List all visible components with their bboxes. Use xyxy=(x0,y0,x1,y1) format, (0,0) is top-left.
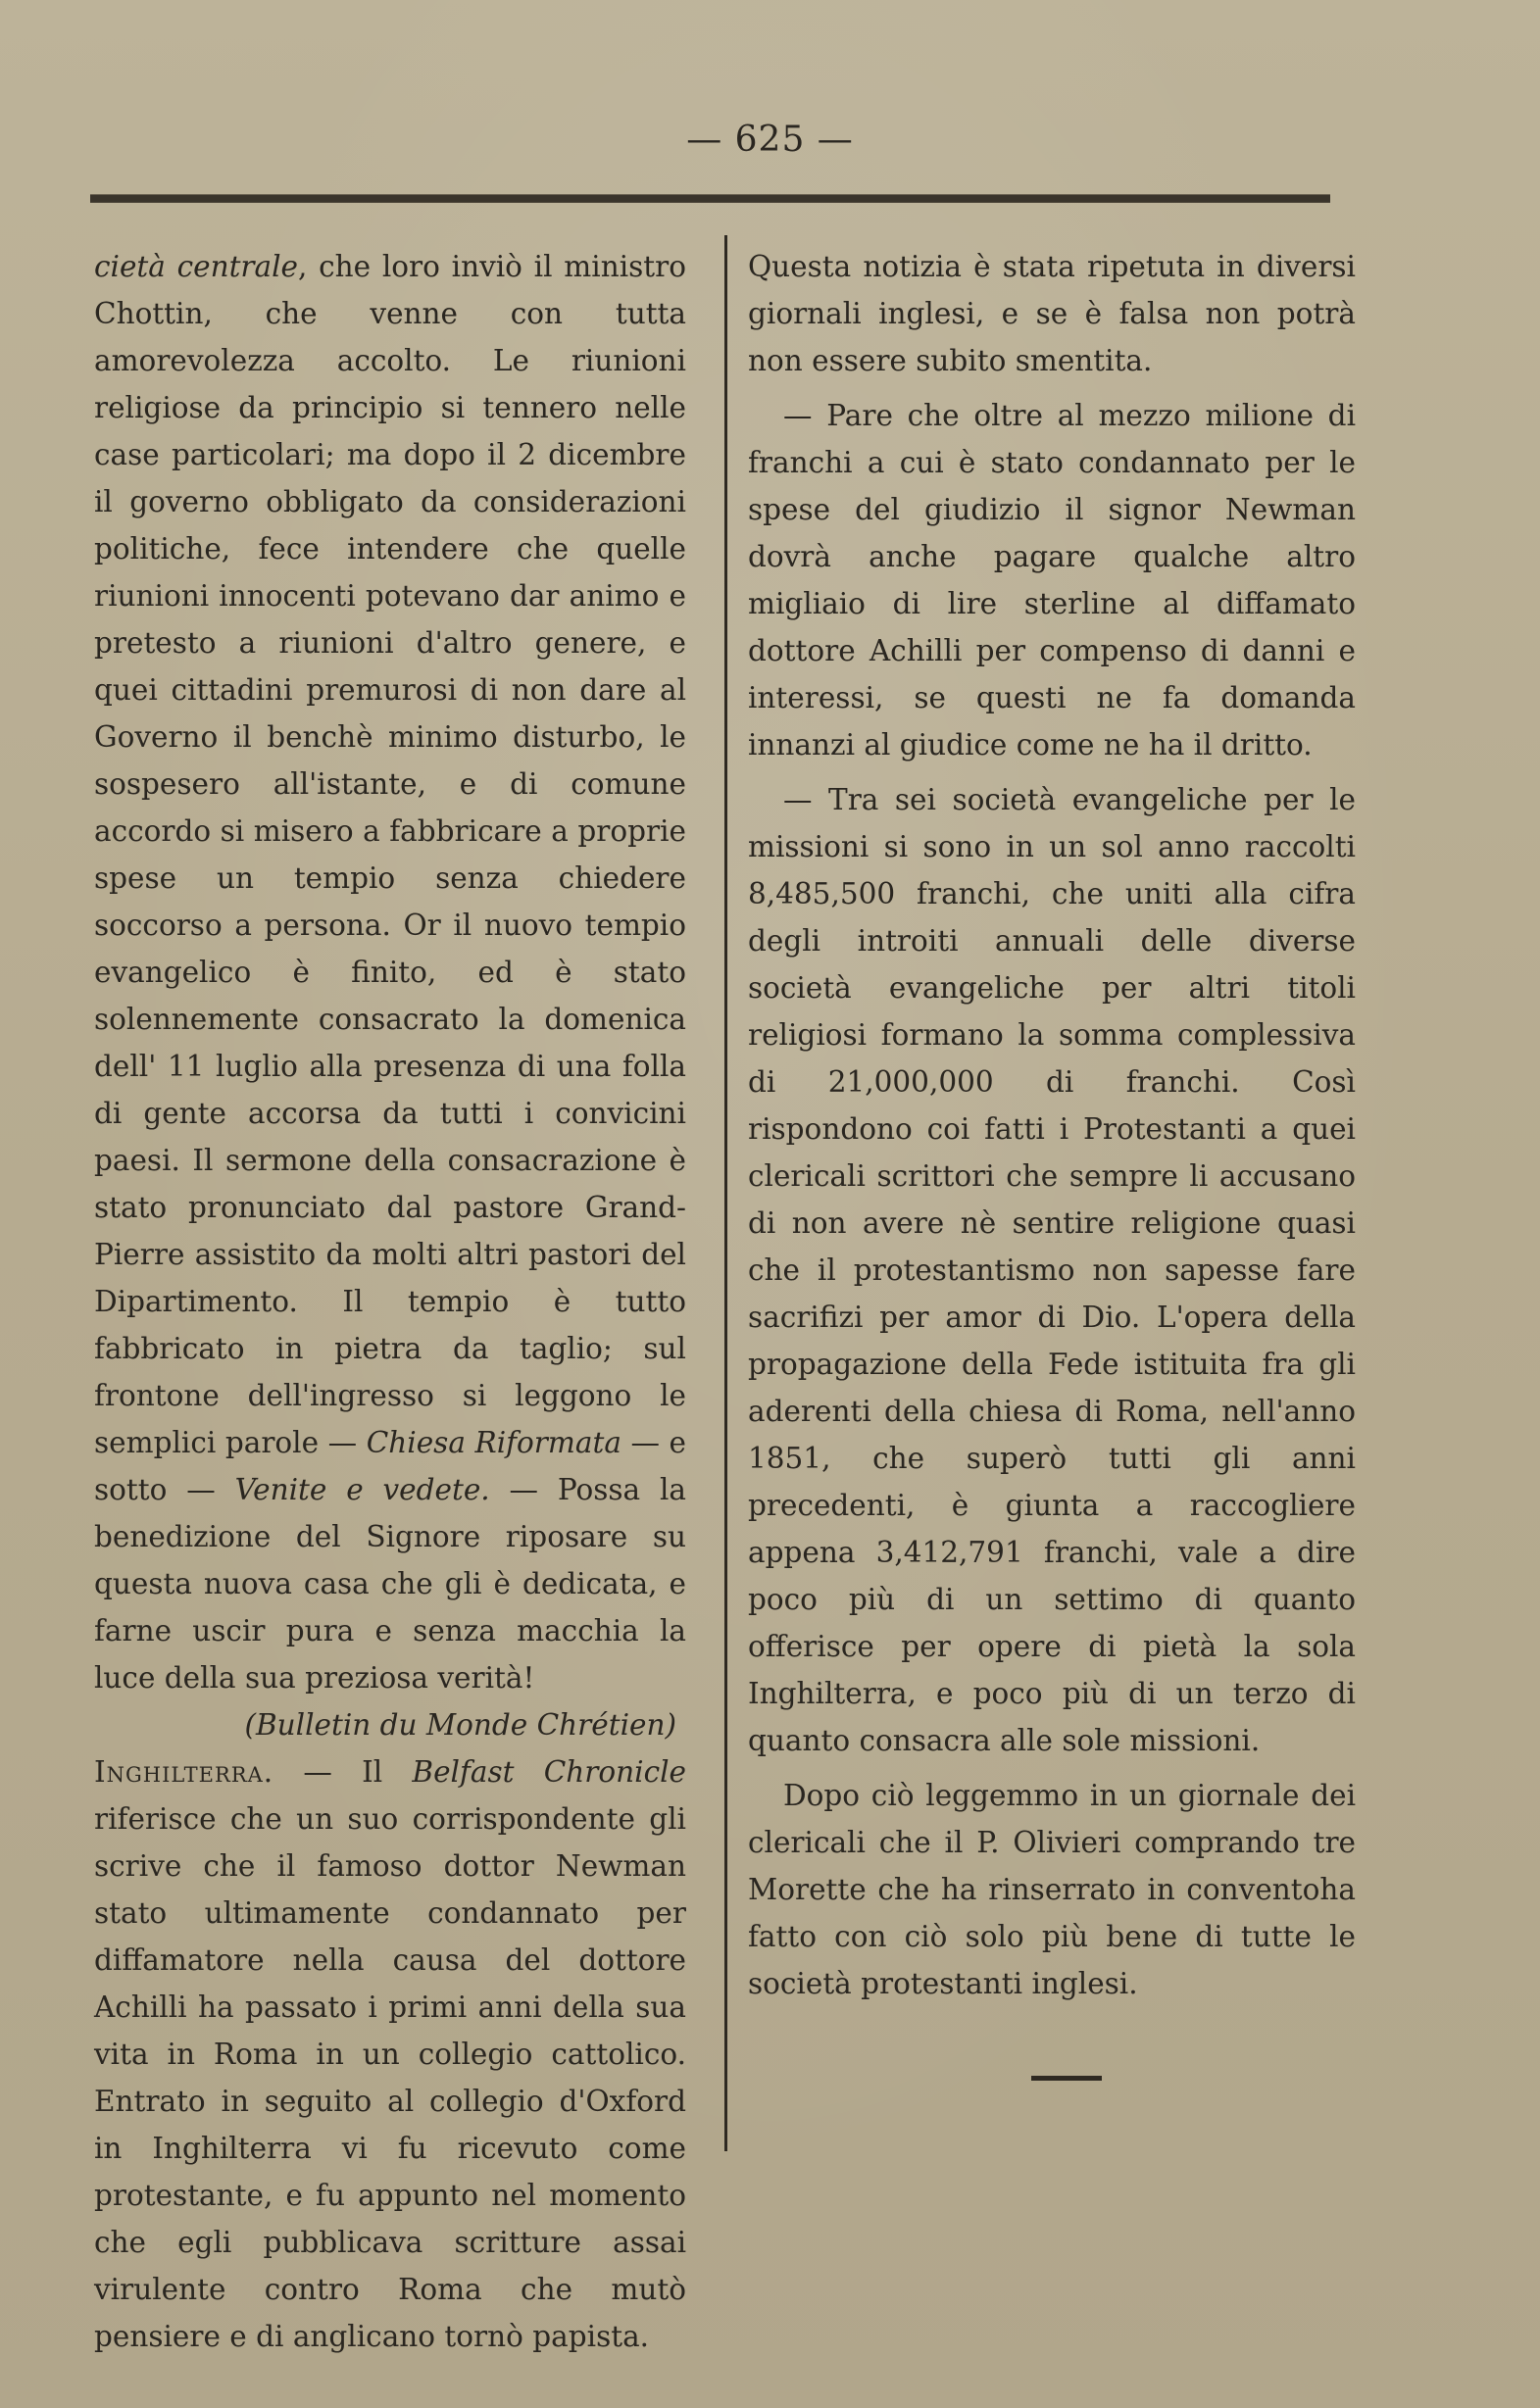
italic-text: Venite e vedete. xyxy=(234,1473,490,1506)
right-column xyxy=(748,243,1356,2015)
body-text: riferisce che un suo corrispondente gli scrive che il famoso dottor Newman stato ultimamente condannato per diffamatore nella causa del dottore Achilli ha passato i primi anni della sua vita in Roma in un collegio cattolico. Entrato in seguito al collegio d'Oxford in Inghilterra vi fu ricevuto come protestante, e fu appunto nel momento che egli pubblicava scritture assai virulente contro Roma che mutò pensiere e di anglicano tornò papista. xyxy=(94,1802,686,2353)
paragraph-temple xyxy=(94,243,686,1701)
paragraph-olivieri: Dopo ciò leggemmo in un giornale dei clericali che il P. Olivieri comprando tre Morette che ha rinserrato in conventoha fatto con ciò solo più bene di tutte le società protestanti inglesi. xyxy=(748,1779,1356,2000)
body-text: — e sotto — xyxy=(94,1426,687,1506)
page-number: — 625 — xyxy=(686,120,854,160)
header-rule xyxy=(90,194,1330,203)
section-heading: Inghilterra. xyxy=(94,1755,274,1789)
paragraph-newman: — Pare che oltre al mezzo milione di franchi a cui è stato condannato per le spese del giudizio il signor Newman dovrà anche pagare qualche altro migliaio di lire sterline al diffamato dottore Achilli per compenso di danni e interessi, se questi ne fa domanda innanzi al giudice come ne ha il dritto. xyxy=(748,399,1356,762)
column-divider xyxy=(724,235,727,2151)
left-column xyxy=(94,243,686,2360)
end-mark xyxy=(1031,2076,1102,2081)
source-citation: (Bulletin du Monde Chrétien) xyxy=(244,1708,676,1742)
paragraph-news: Questa notizia è stata ripetuta in diversi giornali inglesi, e se è falsa non potrà non essere subito smentita. xyxy=(748,250,1356,377)
body-text: — Il xyxy=(273,1755,413,1789)
italic-text: Chiesa Riformata xyxy=(366,1426,621,1459)
italic-text: Belfast Chronicle xyxy=(412,1755,686,1789)
body-text: — Possa la benedizione del Signore riposare su questa nuova casa che gli è dedicata, e farne uscir pura e senza macchia la luce della sua preziosa verità! xyxy=(94,1473,687,1695)
paragraph-societies: — Tra sei società evangeliche per le missioni si sono in un sol anno raccolti 8,485,500 franchi, che uniti alla cifra degli introiti annuali delle diverse società evangeliche per altri titoli religiosi formano la somma complessiva di 21,000,000 di franchi. Così rispondono coi fatti i Protestanti a quei clericali scrittori che sempre li accusano di non avere nè sentire religione quasi che il protestantismo non sapesse fare sacrifizi per amor di Dio. L'opera della propagazione della Fede istituita fra gli aderenti della chiesa di Roma, nell'anno 1851, che superò tutti gli anni precedenti, è giunta a raccogliere appena 3,412,791 franchi, vale a dire poco più di un settimo di quanto offerisce per opere di pietà la sola Inghilterra, e poco più di un terzo di quanto consacra alle sole missioni. xyxy=(748,783,1356,1757)
body-text: , che loro inviò il ministro Chottin, che venne con tutta amorevolezza accolto. Le riunioni religiose da principio si tennero nelle case particolari; ma dopo il 2 dicembre il governo obbligato da considerazioni politiche, fece intendere che quelle riunioni innocenti potevano dar animo e pretesto a riunioni d'altro genere, e quei cittadini premurosi di non dare al Governo il benchè minimo disturbo, le sospesero all'istante, e di comune accordo si misero a fabbricare a proprie spese un tempio senza chiedere soccorso a persona. Or il nuovo tempio evangelico è finito, ed è stato solennemente consacrato la domenica dell' 11 luglio alla presenza di una folla di gente accorsa da tutti i convicini paesi. Il sermone della consacrazione è stato pronunciato dal pastore Grand-Pierre assistito da molti altri pastori del Dipartimento. Il tempio è tutto fabbricato in pietra da taglio; sul frontone dell'ingresso si leggono le semplici parole — xyxy=(94,250,686,1459)
italic-text: cietà centrale xyxy=(94,250,299,283)
paragraph-england xyxy=(94,1748,686,2360)
